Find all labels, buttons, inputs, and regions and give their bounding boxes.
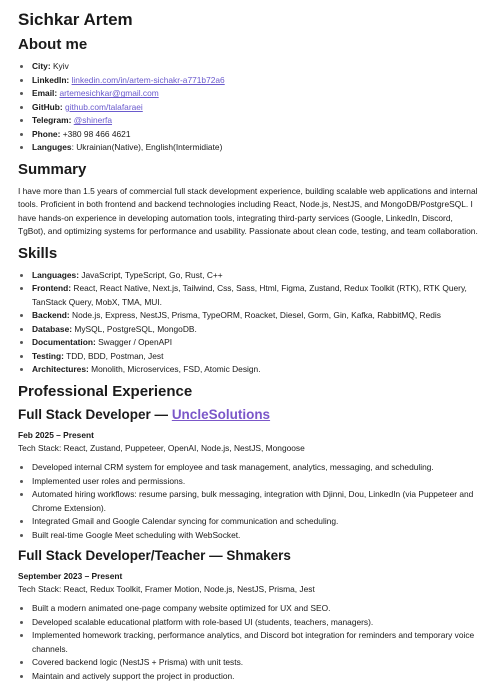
summary-text: I have more than 1.5 years of commercial full stack development experience, building scalable web applications and internal tools. Proficient in both frontend and backend technologies including React, Node.js, NestJS, and MongoDB/PostgreSQL. I have hands-on experience in developing automation tools, integrating third-party services (Google, LinkedIn, Discord, TgBot), and optimizing systems for performance and usability. Passionate about clean code, testing, and team collaboration. xyxy=(18,185,478,237)
linkedin-link[interactable]: linkedin.com/in/artem-sichakr-a771b72a6 xyxy=(71,74,225,85)
list-item: • Developed internal CRM system for employee and task management, analytics, messaging, and scheduling. xyxy=(32,461,479,475)
about-item-email: • Email: artemesichkar@gmail.com xyxy=(32,87,479,101)
job-date: September 2023 – Present xyxy=(18,571,123,582)
about-item-github: • GitHub: github.com/talafaraei xyxy=(32,101,479,115)
list-item: • Built a modern animated one-page company website optimized for UX and SEO. xyxy=(32,602,479,616)
about-item-languages: • Languges: Ukrainian(Native), English(Intermidiate) xyxy=(32,141,479,155)
skill-item: • Architectures: Monolith, Microservices, FSD, Atomic Design. xyxy=(32,363,479,377)
about-item-city: • City: Kyiv xyxy=(32,60,479,74)
list-item: • Built real-time Google Meet scheduling with WebSocket. xyxy=(32,529,479,543)
skill-item: • Languages: JavaScript, TypeScript, Go, Rust, C++ xyxy=(32,269,479,283)
about-heading: About me xyxy=(18,36,88,54)
github-link[interactable]: github.com/talafaraei xyxy=(65,101,143,112)
job-title: Full Stack Developer — UncleSolutions xyxy=(18,406,271,422)
list-item: • Developed scalable educational platform with role-based UI (students, teachers, managers). xyxy=(32,616,479,630)
skill-item: • Frontend: React, React Native, Next.js, Tailwind, Css, Sass, Html, Figma, Zustand, Redux Toolkit (RTK), RTK Query, TanStack Query, MobX, TMA, MUI. xyxy=(32,282,479,309)
about-list xyxy=(18,60,479,155)
list-item: • Automated hiring workflows: resume parsing, bulk messaging, integration with Djinni, Dou, LinkedIn (via Puppeteer and Chrome Extension). xyxy=(32,488,479,515)
list-item: • Covered backend logic (NestJS + Prisma) with unit tests. xyxy=(32,656,479,670)
job-title: Full Stack Developer/Teacher — Shmakers xyxy=(18,548,291,564)
job-bullets xyxy=(18,461,479,542)
about-item-linkedin: • LinkedIn: linkedin.com/in/artem-sichakr-a771b72a6 xyxy=(32,74,479,88)
skill-item: • Testing: TDD, BDD, Postman, Jest xyxy=(32,350,479,364)
list-item: • Maintain and actively support the project in production. xyxy=(32,670,479,684)
list-item: • Implemented homework tracking, performance analytics, and Discord bot integration for reminders and temporary voice channels. xyxy=(32,629,479,656)
job-bullets xyxy=(18,602,479,683)
list-item: • Implemented user roles and permissions. xyxy=(32,475,479,489)
experience-heading: Professional Experience xyxy=(18,382,193,400)
about-item-phone: • Phone: +380 98 466 4621 xyxy=(32,128,479,142)
skills-heading: Skills xyxy=(18,244,58,262)
email-link[interactable]: artemesichkar@gmail.com xyxy=(59,88,159,99)
skill-item: • Database: MySQL, PostgreSQL, MongoDB. xyxy=(32,323,479,337)
job-tech-stack: Tech Stack: React, Redux Toolkit, Framer Motion, Node.js, NestJS, Prisma, Jest xyxy=(18,584,315,595)
telegram-link[interactable]: @shinerfa xyxy=(73,115,113,126)
skill-item: • Documentation: Swagger / OpenAPI xyxy=(32,336,479,350)
job-date: Feb 2025 – Present xyxy=(18,430,94,441)
list-item: • Integrated Gmail and Google Calendar syncing for communication and scheduling. xyxy=(32,515,479,529)
company-link[interactable]: UncleSolutions xyxy=(171,406,271,422)
job-tech-stack: Tech Stack: React, Zustand, Puppeteer, OpenAI, Node.js, NestJS, Mongoose xyxy=(18,443,305,454)
about-item-telegram: • Telegram: @shinerfa xyxy=(32,114,479,128)
summary-heading: Summary xyxy=(18,160,87,178)
skill-item: • Backend: Node.js, Express, NestJS, Prisma, TypeORM, Roacket, Diesel, Gorm, Gin, Kafka, RabbitMQ, Redis xyxy=(32,309,479,323)
skills-list xyxy=(18,269,479,377)
page-title: Sichkar Artem xyxy=(18,10,133,29)
